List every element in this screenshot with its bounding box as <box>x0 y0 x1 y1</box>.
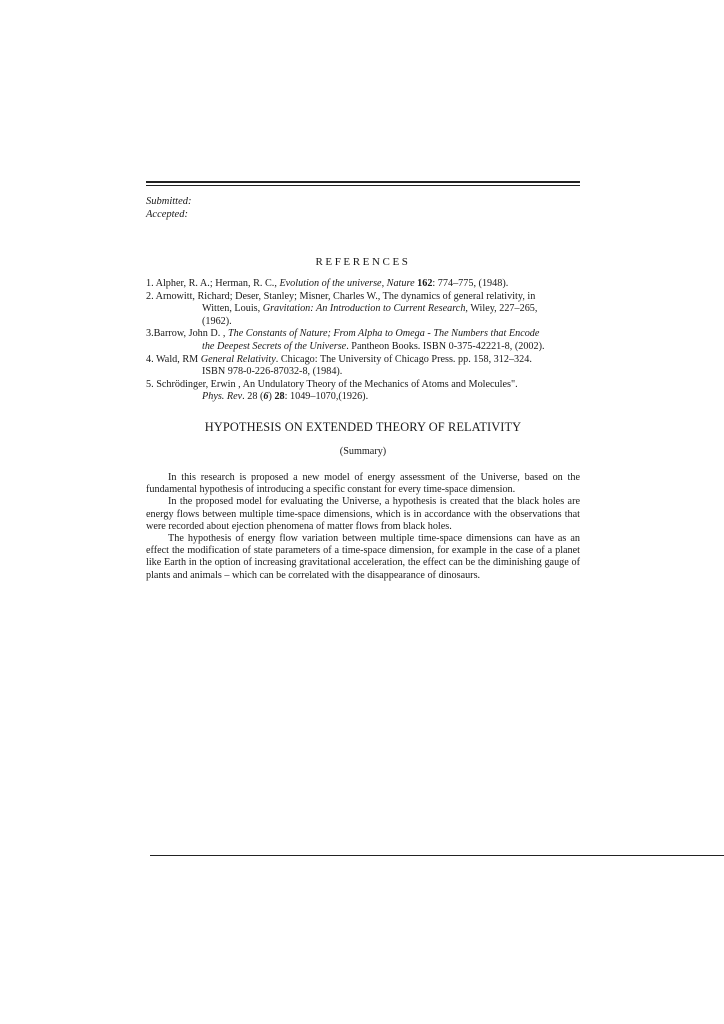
abstract-paragraph: The hypothesis of energy flow variation between multiple time-space dimensions can have as an effect the modification of state parameters of a time-space dimension, for example in the case of a planet like Earth in the option of increasing gravitational acceleration, the effect can be the diminishing gauge of plants and animals – which can be correlated with the disappearance of dinosaurs. <box>146 533 580 581</box>
abstract-paragraph: In the proposed model for evaluating the Universe, a hypothesis is created that the black holes are energy flows between multiple time-space dimensions, which is in accordance with the observations that were recorded about ejection phenomena of matter flows from black holes. <box>146 496 580 532</box>
reference-item: 1. Alpher, R. A.; Herman, R. C., Evolution of the universe, Nature 162: 774–775, (1948). <box>146 278 509 289</box>
reference-item: 3.Barrow, John D. , The Constants of Nature; From Alpha to Omega - The Numbers that Encode the Deepest Secrets of the Universe. Pantheon Books. ISBN 0-375-42221-8, (2002). <box>146 328 545 352</box>
top-rule-thin <box>146 185 580 186</box>
reference-item: 2. Arnowitt, Richard; Deser, Stanley; Misner, Charles W., The dynamics of general relativity, in Witten, Louis, Gravitation: An Introduction to Current Research, Wiley, 227–265, (1962). <box>146 290 538 327</box>
submitted-label: Submitted: <box>146 196 192 207</box>
submission-info <box>146 195 192 221</box>
top-rule-thick <box>146 181 580 183</box>
accepted-label: Accepted: <box>146 209 188 220</box>
paper-title: HYPOTHESIS ON EXTENDED THEORY OF RELATIVITY <box>204 420 522 434</box>
references-heading: REFERENCES <box>315 256 411 268</box>
abstract-paragraph: In this research is proposed a new model of energy assessment of the Universe, based on the fundamental hypothesis of introducing a specific constant for every time-space dimension. <box>146 472 580 496</box>
bottom-rule <box>150 855 724 856</box>
reference-item: 5. Schrödinger, Erwin , An Undulatory Theory of the Mechanics of Atoms and Molecules". Phys. Rev. 28 (6) 28: 1049–1070,(1926). <box>146 378 518 403</box>
abstract-body <box>146 472 580 582</box>
references-list <box>146 278 586 404</box>
reference-item: 4. Wald, RM General Relativity. Chicago: The University of Chicago Press. pp. 158, 312–324. ISBN 978-0-226-87032-8, (1984). <box>146 353 532 378</box>
summary-label: (Summary) <box>339 446 387 457</box>
